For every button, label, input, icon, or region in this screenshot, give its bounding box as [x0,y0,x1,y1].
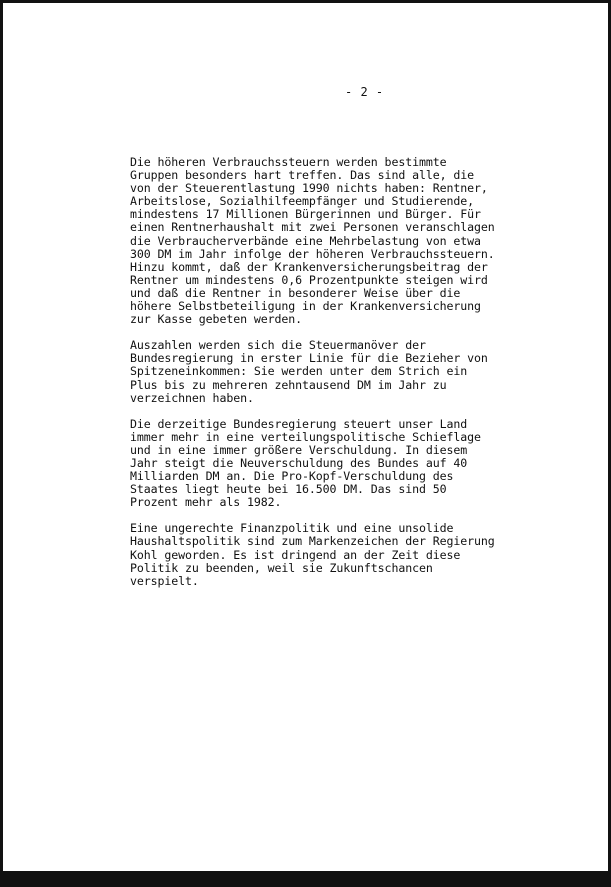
text-line: einen Rentnerhaushalt mit zwei Personen veranschlagen [130,220,495,235]
text-line: Jahr steigt die Neuverschuldung des Bundes auf 40 [130,455,468,470]
text-line: Staates liegt heute bei 16.500 DM. Das sind 50 [130,482,447,497]
text-line: Hinzu kommt, daß der Krankenversicherungsbeitrag der [130,259,488,274]
text-line: von der Steuerentlastung 1990 nichts haben: Rentner, [130,181,488,196]
paragraph-3 [130,418,530,510]
text-line: immer mehr in eine verteilungspolitische Schieflage [130,429,481,444]
paragraph-4 [130,522,530,587]
text-line: Milliarden DM an. Die Pro-Kopf-Verschuldung des [130,469,454,484]
text-line: Prozent mehr als 1982. [130,495,282,510]
text-line: verspielt. [130,573,199,588]
text-line: und daß die Rentner in besonderer Weise über die [130,285,461,300]
text-line: Auszahlen werden sich die Steuermanöver der [130,338,426,353]
text-line: die Verbraucherverbände eine Mehrbelastung von etwa [130,233,481,248]
text-line: Rentner um mindestens 0,6 Prozentpunkte steigen wird [130,272,488,287]
text-line: und in eine immer größere Verschuldung. In diesem [130,442,468,457]
text-line: Gruppen besonders hart treffen. Das sind alle, die [130,168,475,183]
text-line: Die höheren Verbrauchssteuern werden bestimmte [130,155,447,169]
paragraph-1 [130,156,530,326]
document-body [130,156,530,601]
text-line: Plus bis zu mehreren zehntausend DM im Jahr zu [130,377,447,392]
text-line: Haushaltspolitik sind zum Markenzeichen der Regierung [130,534,495,549]
text-line: höhere Selbstbeteiligung in der Krankenversicherung [130,299,481,314]
text-line: Politik zu beenden, weil sie Zukunftschancen [130,560,433,575]
text-line: Die derzeitige Bundesregierung steuert unser Land [130,416,468,431]
text-line: mindestens 17 Millionen Bürgerinnen und Bürger. Für [130,207,481,222]
text-line: Bundesregierung in erster Linie für die Bezieher von [130,351,488,366]
text-line: Spitzeneinkommen: Sie werden unter dem Strich ein [130,364,468,379]
text-line: Kohl geworden. Es ist dringend an der Zeit diese [130,547,461,562]
text-line: Eine ungerechte Finanzpolitik und eine unsolide [130,521,454,536]
paragraph-2 [130,339,530,404]
text-line: 300 DM im Jahr infolge der höheren Verbrauchssteuern. [130,246,495,261]
page-number: - 2 - [345,85,384,99]
text-line: verzeichnen haben. [130,390,254,405]
text-line: Arbeitslose, Sozialhilfeempfänger und Studierende, [130,194,475,209]
text-line: zur Kasse gebeten werden. [130,312,303,327]
